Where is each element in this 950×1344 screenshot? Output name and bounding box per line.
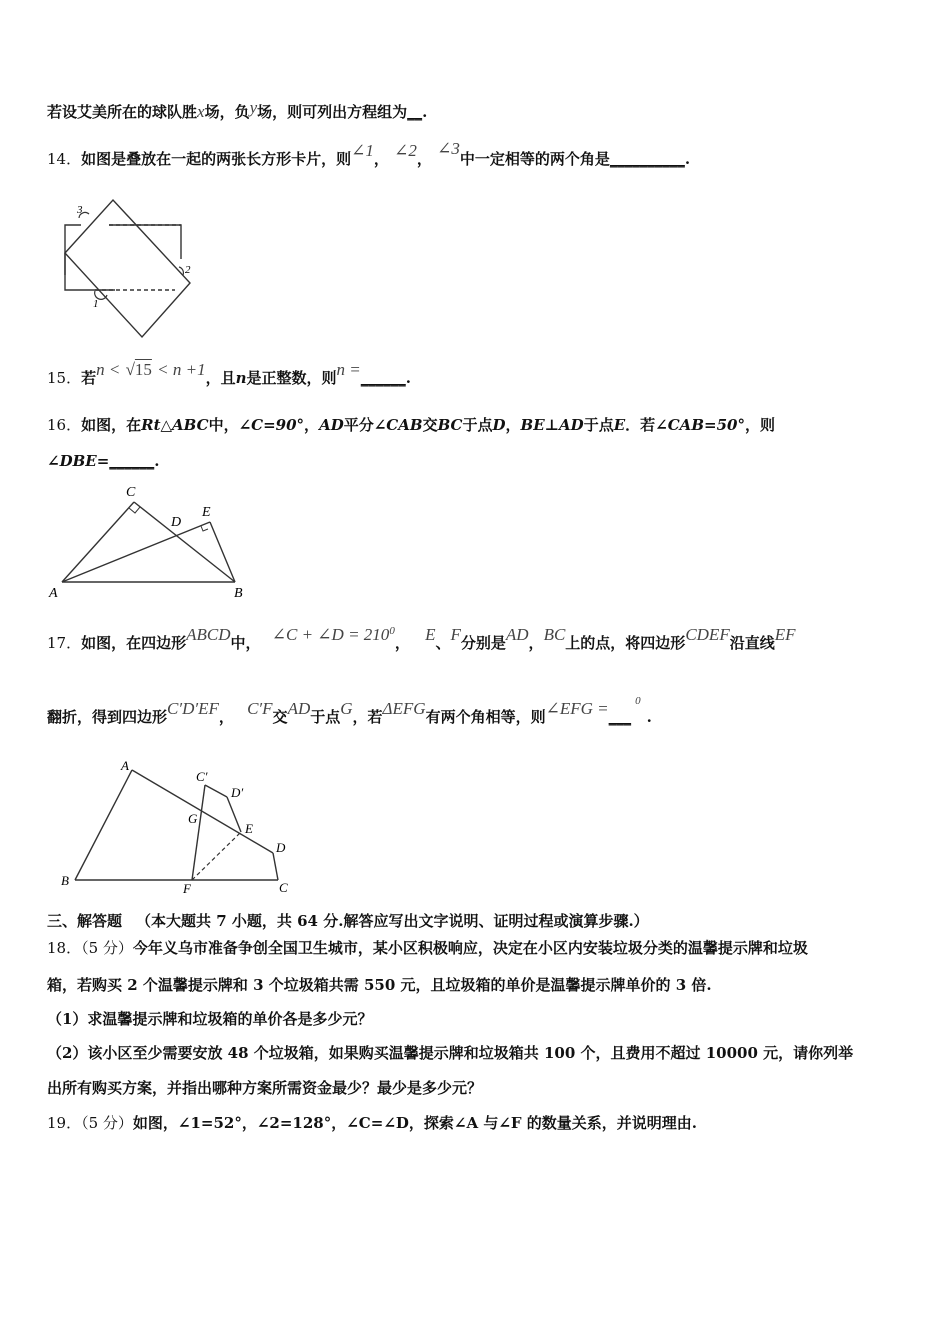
q16-fig-label-A: A — [49, 586, 58, 601]
q17-fig-label-F: F — [183, 881, 191, 896]
q16-figure — [45, 480, 255, 605]
q16-line1: 16．如图，在Rt△ABC中，∠C=90°，AD平分∠CAB交BC于点D，BE⊥AD于点E．若∠CAB=50°，则 — [47, 416, 775, 434]
q19-line: 19．（5 分）如图，∠1=52°，∠2=128°，∠C=∠D，探索∠A 与∠F 的数量关系，并说明理由. — [47, 1114, 697, 1132]
section-header: 三、解答题 （本大题共 7 小题，共 64 分.解答应写出文字说明、证明过程或演算步骤.） — [47, 912, 649, 930]
q18-line2: 箱，若购买 2 个温馨提示牌和 3 个垃圾箱共需 550 元，且垃圾箱的单价是温馨提示牌单价的 3 倍. — [47, 976, 712, 994]
q18-part1: （1）求温馨提示牌和垃圾箱的单价各是多少元？ — [47, 1010, 373, 1028]
q14-line: 14．如图是叠放在一起的两张长方形卡片，则∠1， ∠2， ∠3中一定相等的两个角是__________. — [47, 139, 691, 168]
q16-fig-label-E: E — [202, 505, 211, 520]
q14-figure — [55, 195, 205, 345]
sqrt-symbol: √15 — [125, 360, 152, 379]
q13-line: 若设艾美所在的球队胜x场，负y场，则可列出方程组为__. — [47, 98, 428, 121]
q16-fig-label-C: C — [126, 485, 136, 500]
q18-part2a: （2）该小区至少需要安放 48 个垃圾箱，如果购买温馨提示牌和垃圾箱共 100 个，且费用不超过 10000 元，请你列举 — [47, 1044, 854, 1062]
q18-line1: 18．（5 分）今年义乌市准备争创全国卫生城市，某小区积极响应，决定在小区内安装垃圾分类的温馨提示牌和垃圾 — [47, 939, 808, 957]
q17-line1: 17．如图，在四边形ABCD中， ∠C + ∠D = $210^0$， E、F分别是AD，BC上的点，将四边形CDEF沿直线EF — [47, 625, 796, 652]
q18-part2b: 出所有购买方案，并指出哪种方案所需资金最少？最少是多少元？ — [47, 1079, 483, 1097]
q17-fig-label-C1: C′ — [196, 769, 208, 784]
q17-fig-label-D1: D′ — [231, 785, 244, 800]
q16-fig-label-B: B — [234, 586, 243, 601]
q14-fig-label-3: 3 — [77, 204, 83, 216]
q17-fig-label-D: D — [276, 840, 286, 855]
q17-fig-label-A: A — [121, 758, 129, 773]
q17-fig-label-C: C — [279, 880, 288, 895]
q17-fig-label-B: B — [61, 873, 69, 888]
q14-fig-label-2: 2 — [185, 264, 191, 276]
q16-fig-label-D: D — [171, 515, 182, 530]
q16-line2: ∠DBE=______. — [47, 452, 160, 470]
q17-figure — [55, 755, 305, 895]
q14-fig-label-1: 1 — [93, 298, 99, 310]
q17-fig-label-G: G — [188, 811, 198, 826]
q15-line: 15．若n < √15 < n +1，且n是正整数，则n =______. — [47, 360, 412, 387]
q17-line2: 翻折，得到四边形C′D′EF， C′F交AD于点G，若ΔEFG有两个角相等，则∠EFG =___$^0$. — [47, 695, 652, 726]
q17-fig-label-E: E — [245, 821, 253, 836]
